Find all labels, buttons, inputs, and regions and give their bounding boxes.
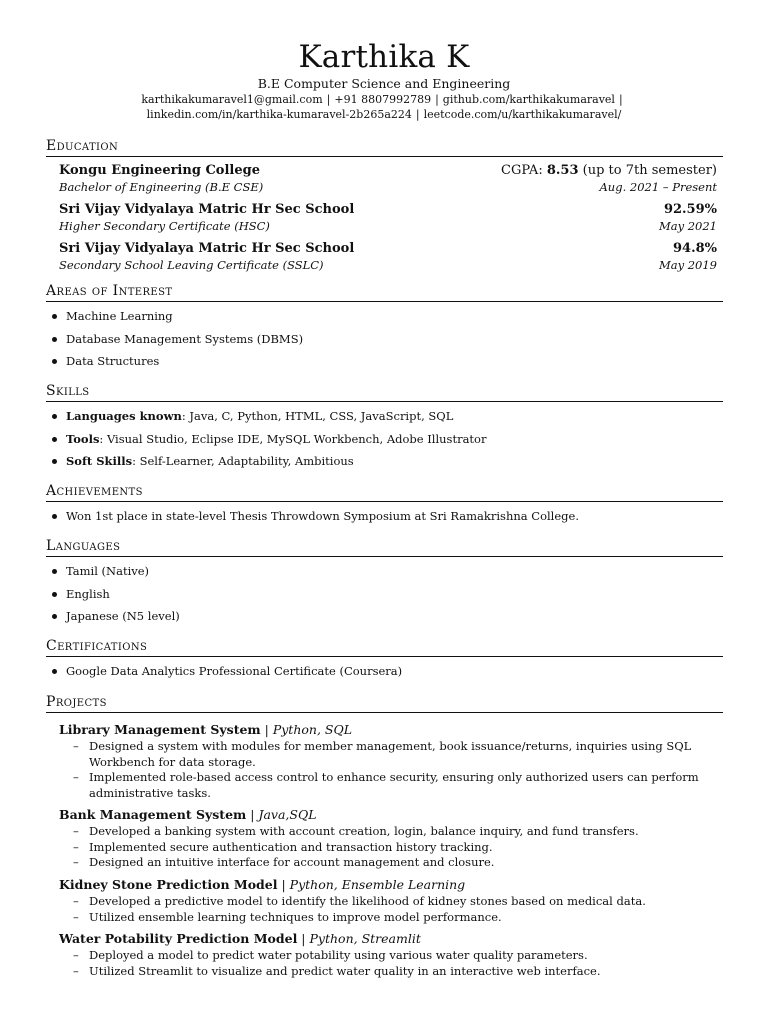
project-entry [59, 722, 725, 801]
list-item [46, 405, 723, 428]
project-title: Library Management System [59, 722, 261, 737]
interests-section [46, 282, 723, 373]
separator: | [326, 93, 331, 106]
project-tech: Python, Streamlit [309, 931, 421, 946]
education-score [501, 162, 717, 179]
education-dates: May 2019 [658, 258, 717, 272]
project-point: – Deployed a model to predict water potability using various water quality parameters. [59, 948, 725, 964]
score-suffix: (up to 7th semester) [578, 163, 717, 178]
list-item: Database Management Systems (DBMS) [46, 328, 723, 351]
section-heading-certifications: Certifications [46, 637, 723, 657]
skill-label: Languages known [66, 409, 182, 423]
project-point: – Developed a predictive model to identify the likelihood of kidney stones based on medical data. [59, 894, 725, 910]
skills-section [46, 382, 723, 473]
separator: | [297, 931, 310, 946]
section-heading-interests: Areas of Interest [46, 282, 723, 302]
education-entry [59, 162, 717, 195]
project-tech: Python, Ensemble Learning [289, 877, 466, 892]
skill-value: : Java, C, Python, HTML, CSS, JavaScript, SQL [181, 409, 454, 423]
separator: | [415, 108, 420, 121]
github-link[interactable]: github.com/karthikakumaravel [442, 93, 615, 106]
education-dates: Aug. 2021 – Present [599, 180, 717, 194]
education-section [46, 137, 723, 157]
phone-number[interactable]: +91 8807992789 [334, 93, 432, 106]
institution-name: Sri Vijay Vidyalaya Matric Hr Sec School [59, 241, 355, 256]
degree-name: Secondary School Leaving Certificate (SSLC) [59, 258, 324, 272]
separator: | [435, 93, 439, 106]
institution-name: Kongu Engineering College [59, 163, 260, 178]
achievements-section [46, 482, 723, 528]
project-point: – Utilized Streamlit to visualize and predict water quality in an interactive web interface. [59, 964, 725, 980]
section-heading-skills: Skills [46, 382, 723, 402]
section-heading-achievements: Achievements [46, 482, 723, 502]
list-item: Machine Learning [46, 305, 723, 328]
candidate-name: Karthika K [298, 39, 470, 75]
degree-subtitle: B.E Computer Science and Engineering [257, 76, 511, 91]
skill-value: : Visual Studio, Eclipse IDE, MySQL Workbench, Adobe Illustrator [99, 431, 487, 446]
project-title: Water Potability Prediction Model [59, 931, 298, 946]
education-entry [59, 240, 717, 273]
project-title: Bank Management System [59, 807, 247, 822]
linkedin-link[interactable]: linkedin.com/in/karthika-kumaravel-2b265a224 [146, 108, 412, 121]
separator: | [260, 722, 273, 737]
project-point: – Developed a banking system with account creation, login, balance inquiry, and fund transfers. [59, 824, 725, 840]
education-entry [59, 201, 717, 234]
project-point: – Implemented secure authentication and transaction history tracking. [59, 840, 725, 856]
list-item: Tamil (Native) [46, 560, 723, 583]
list-item: Google Data Analytics Professional Certificate (Coursera) [46, 660, 723, 683]
skill-label: Soft Skills [66, 454, 133, 468]
education-score: 94.8% [672, 241, 717, 256]
list-item: Japanese (N5 level) [46, 605, 723, 628]
institution-name: Sri Vijay Vidyalaya Matric Hr Sec School [59, 202, 355, 217]
project-point: – Designed an intuitive interface for account management and closure. [59, 855, 725, 871]
project-tech: Python, SQL [272, 722, 353, 737]
separator: | [618, 93, 623, 106]
contact-line-2 [0, 107, 768, 122]
project-tech: Java,SQL [258, 807, 317, 822]
score-value: 8.53 [546, 163, 579, 178]
section-heading-education: Education [46, 137, 723, 157]
degree-name: Higher Secondary Certificate (HSC) [59, 219, 270, 233]
section-heading-projects: Projects [46, 693, 723, 713]
project-entry [59, 877, 725, 925]
list-item [46, 428, 723, 451]
project-entry [59, 807, 725, 871]
project-point: – Utilized ensemble learning techniques to improve model performance. [59, 910, 725, 926]
contact-line-1 [0, 92, 768, 107]
list-item: Data Structures [46, 350, 723, 373]
degree-name: Bachelor of Engineering (B.E CSE) [59, 180, 264, 194]
separator: | [277, 877, 290, 892]
list-item [46, 450, 723, 473]
project-point: – Designed a system with modules for member management, book issuance/returns, inquiries using SQL Workbench for data storage. [59, 739, 725, 770]
project-point: – Implemented role-based access control to enhance security, ensuring only authorized users can perform administrative tasks. [59, 770, 725, 801]
leetcode-link[interactable]: leetcode.com/u/karthikakumaravel/ [423, 108, 622, 121]
list-item: Won 1st place in state-level Thesis Throwdown Symposium at Sri Ramakrishna College. [46, 505, 723, 528]
education-dates: May 2021 [658, 219, 717, 233]
certifications-section [46, 637, 723, 683]
education-score: 92.59% [663, 202, 717, 217]
email-link[interactable]: karthikakumaravel1@gmail.com [141, 93, 323, 106]
project-title: Kidney Stone Prediction Model [59, 877, 278, 892]
projects-section [46, 693, 723, 713]
languages-section [46, 537, 723, 628]
score-prefix: CGPA: [501, 163, 547, 178]
project-entry [59, 931, 725, 979]
section-heading-languages: Languages [46, 537, 723, 557]
skill-label: Tools [66, 431, 100, 446]
skill-value: : Self-Learner, Adaptability, Ambitious [132, 454, 354, 468]
list-item: English [46, 583, 723, 606]
separator: | [246, 807, 259, 822]
